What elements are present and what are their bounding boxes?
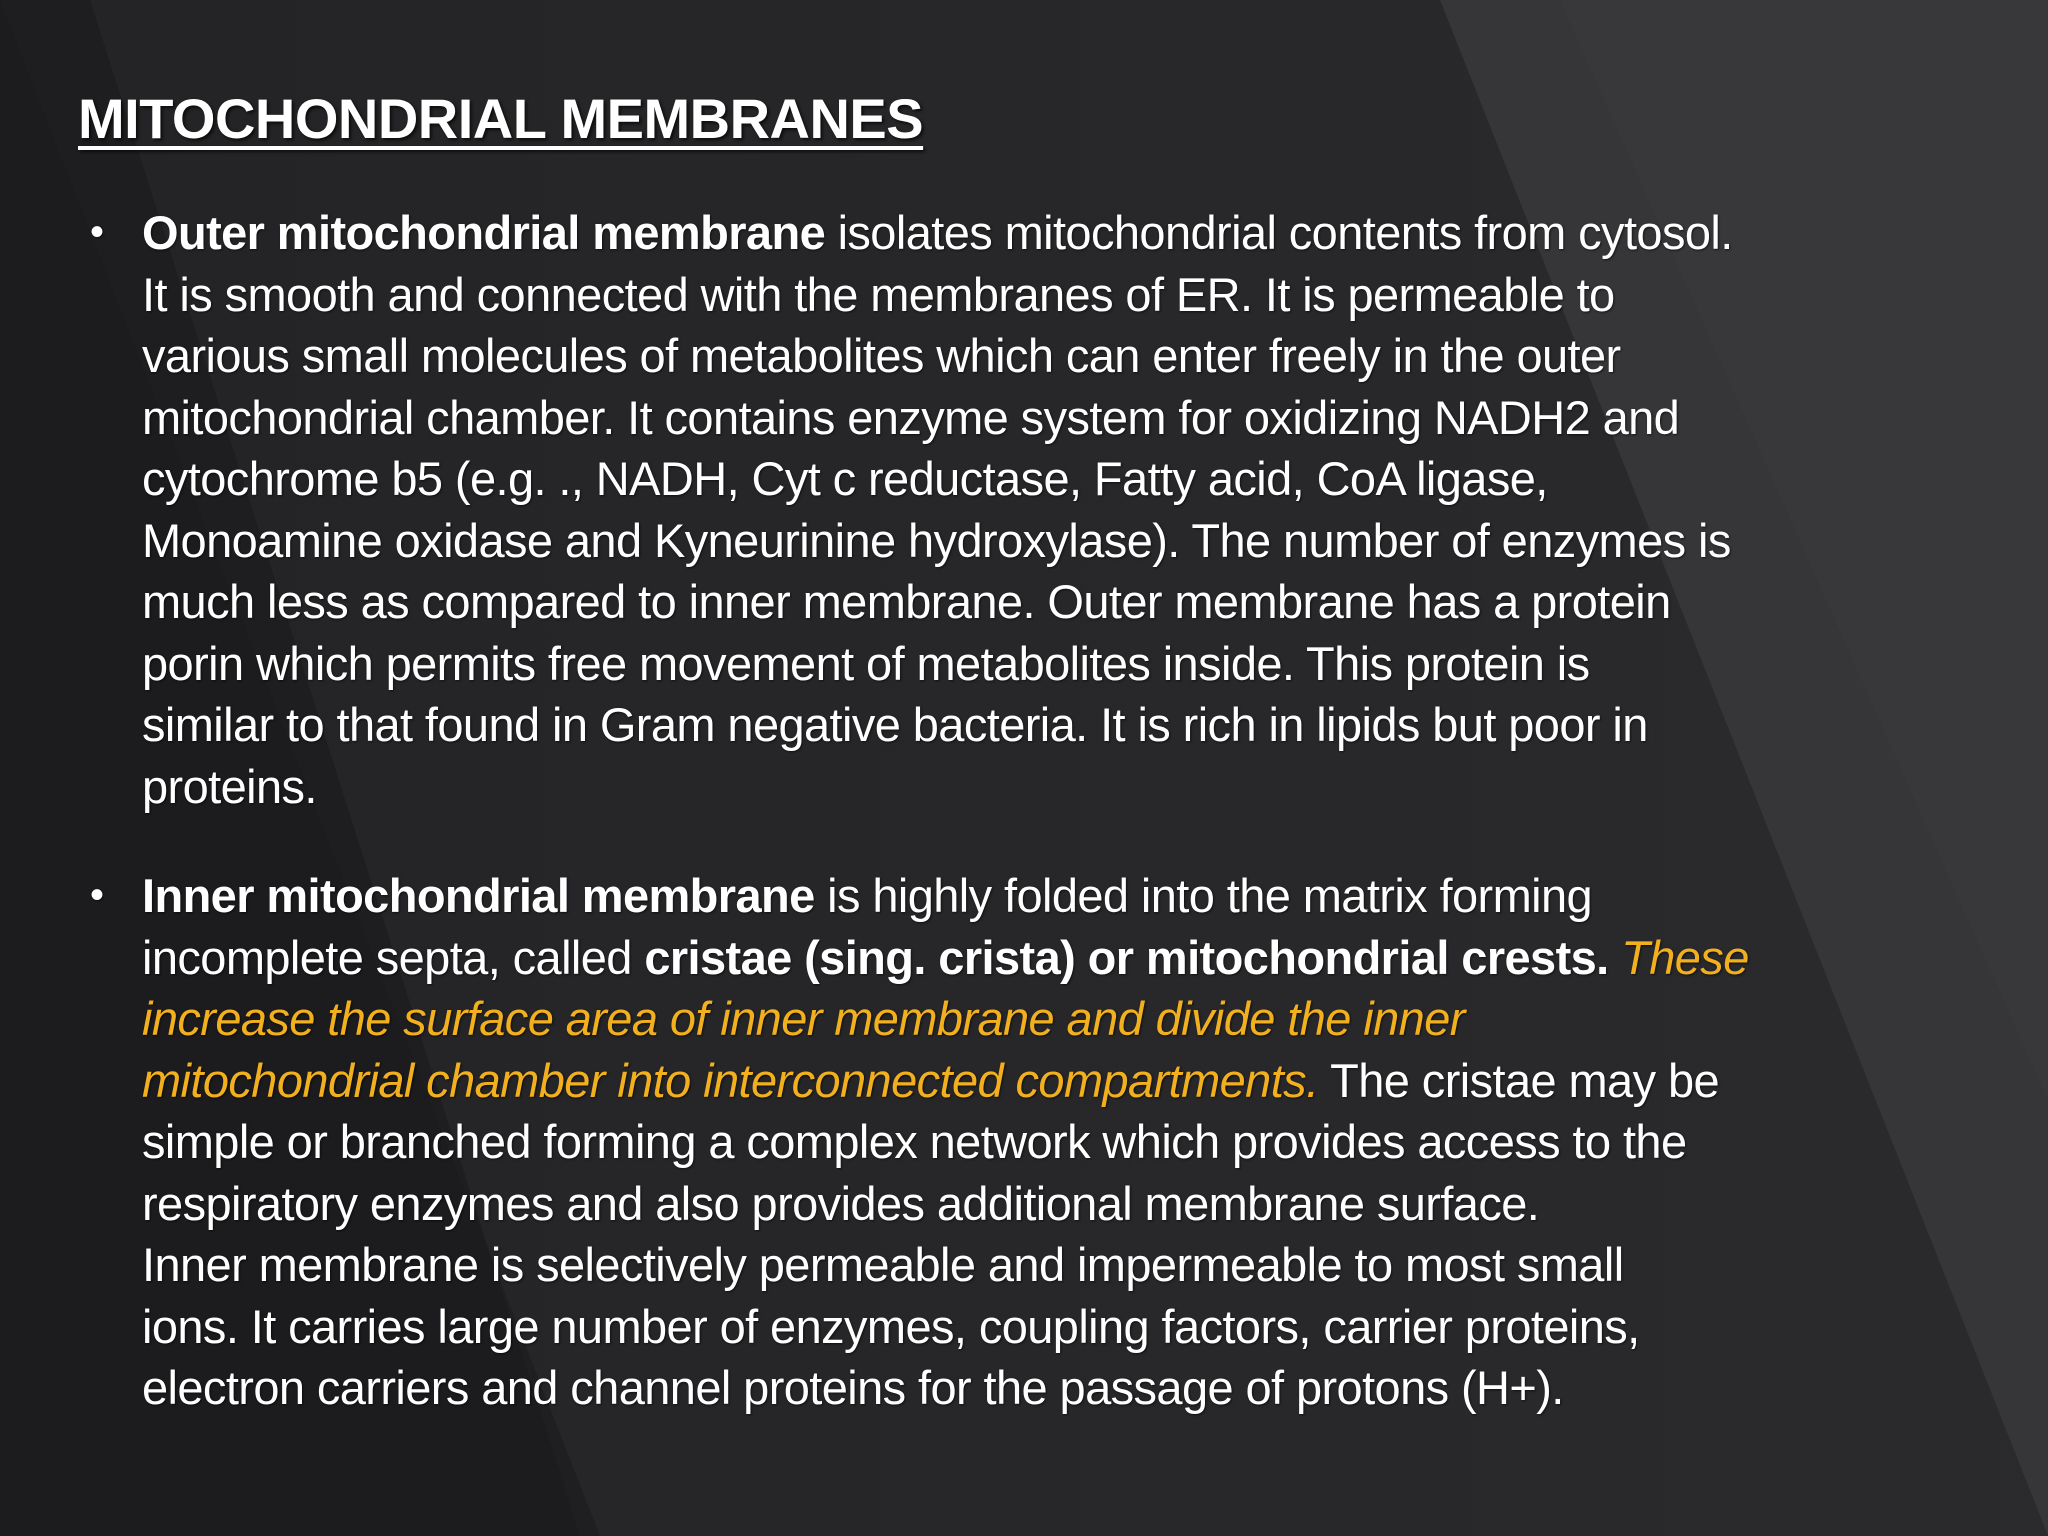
text-line: [142, 865, 1990, 927]
term-inner-membrane: Inner mitochondrial membrane: [142, 869, 815, 922]
text-line: porin which permits free movement of metabolites inside. This protein is: [142, 636, 1590, 690]
bullet-inner-membrane: [90, 865, 1990, 1419]
highlight-text: These: [1608, 930, 1749, 984]
text-segment: is highly folded into the matrix forming: [814, 869, 1593, 922]
text-segment: incomplete septa, called: [142, 930, 645, 984]
text-segment: The cristae may be: [1318, 1053, 1720, 1107]
text-line: [142, 927, 1990, 989]
text-line: Inner membrane is selectively permeable and impermeable to most small: [142, 1238, 1624, 1291]
text-line: [142, 1050, 1990, 1112]
text-line: It is smooth and connected with the membranes of ER. It is permeable to: [142, 267, 1615, 321]
text-line: similar to that found in Gram negative bacteria. It is rich in lipids but poor in: [142, 698, 1648, 751]
bullet-outer-membrane: [90, 202, 1990, 817]
text-line: simple or branched forming a complex network which provides access to the: [142, 1115, 1687, 1168]
bullet-icon: •: [90, 210, 104, 254]
text-segment: isolates mitochondrial contents from cytosol.: [825, 206, 1733, 259]
text-line: Monoamine oxidase and Kyneurinine hydroxylase). The number of enzymes is: [142, 513, 1731, 567]
text-line: electron carriers and channel proteins for the passage of protons (H+).: [142, 1361, 1564, 1414]
text-line: cytochrome b5 (e.g. ., NADH, Cyt c reductase, Fatty acid, CoA ligase,: [142, 452, 1548, 505]
highlight-text: mitochondrial chamber into interconnected compartments.: [142, 1053, 1319, 1107]
text-line: various small molecules of metabolites which can enter freely in the outer: [142, 329, 1621, 382]
text-line: mitochondrial chamber. It contains enzyme system for oxidizing NADH2 and: [142, 390, 1680, 444]
term-cristae: cristae (sing. crista) or mitochondrial crests.: [644, 930, 1609, 984]
highlight-text: increase the surface area of inner membrane and divide the inner: [142, 992, 1465, 1045]
term-outer-membrane: Outer mitochondrial membrane: [142, 206, 826, 259]
text-line: proteins.: [142, 759, 317, 813]
text-line: much less as compared to inner membrane. Outer membrane has a protein: [142, 575, 1671, 628]
bullet-list: [90, 202, 1990, 1419]
slide-title: MITOCHONDRIAL MEMBRANES: [78, 87, 924, 150]
text-line: ions. It carries large number of enzymes, coupling factors, carrier proteins,: [142, 1299, 1640, 1353]
text-line: [142, 202, 1990, 264]
bullet-icon: •: [90, 873, 104, 917]
text-line: respiratory enzymes and also provides additional membrane surface.: [142, 1176, 1540, 1230]
